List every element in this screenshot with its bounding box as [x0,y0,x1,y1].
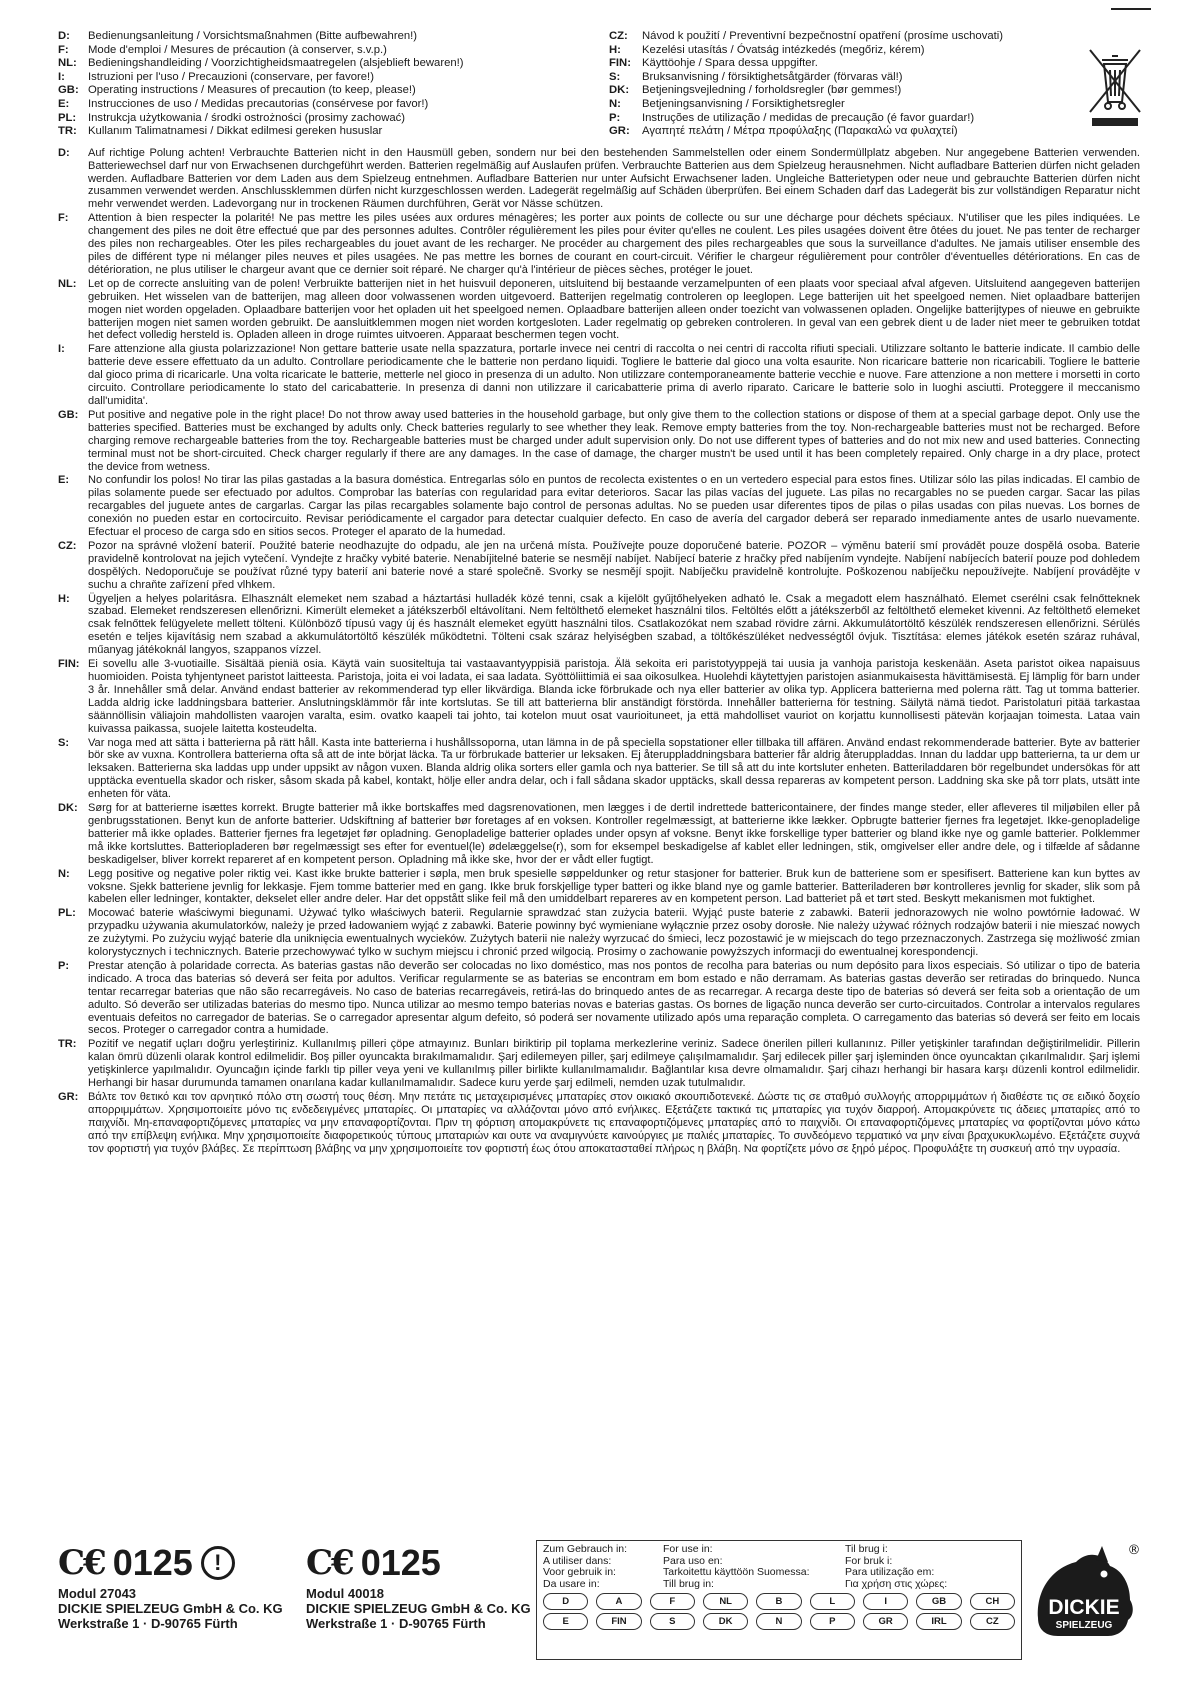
company-name: DICKIE SPIELZEUG GmbH & Co. KG [58,1601,283,1616]
legend-line: D: Bedienungsanleitung / Vorsichtsmaßnahmen (Bitte aufbewahren!) [58,30,418,42]
instruction-section: H: Ügyeljen a helyes polaritásra. Elhasznált elemeket nem szabad a háztartási hulladék közé tenni, csak a kijelölt gyűjtőhelyeken adható le. Csak a megadott elem használható. Elemet cserélni csak felnőtteknek szabad. Elemeket rendszeresen ellenőrizni. Kimerült elemeket a játékszerből eltávolítani. Nem feltölthető elemeket használni tilos. Feltöltés előtt a játékszerből az feltölthető elemeket kivenni. Az feltölthető elemeket csak felnőttek felügyelete mellett tölteni. Különböző típusú vagy új és használt elemeket együtt használni tilos. Csatlakozókat nem szabad rövidre zárni. Akkumulátortöltő készülék rendszeresen ellenőrizni. Sérülés esetén e teljes kijavításig nem szabad a akkumulátortöltő készülék működtetni. Tölteni csak száraz helyiségben szabad, a töltőkészüléket nedvességtől óvjuk. Tisztítása: elemes játékok esetén száraz ruhával, műanyag játékoknál langyos, szappanos vízzel. [58,592,1140,657]
instruction-section: GB: Put positive and negative pole in the right place! Do not throw away used batteries in the household garbage, but only give them to the collection stations or dispose of them at a special garbage depot. Only use the batteries specified. Batteries must be exchanged by adults only. Check batteries regularly to see whether they leak. Remove empty batteries from the toy. Non-rechargeable batteries must not be recharged. Before charging remove rechargeable batteries from the toy. Rechargeable batteries must be charged under adult supervision only. Do not use different types of batteries and do not mix new and used batteries. Connecting terminal must not be short-circuited. Check charger regularly if there are any damages. In the case of damage, the charger mustn't be used until it has been completely repaired. Only charge in a dry place, protect the device from wetness. [58,408,1140,473]
legend-line: FIN: Käyttöohje / Spara dessa uppgifter. [609,57,818,70]
country-codes [543,1593,1015,1630]
legend-line: PL: Instrukcja użytkowania / środki ostrożności (prosimy zachować) [58,111,406,124]
company-address: Werkstraße 1 · D-90765 Fürth [306,1616,486,1631]
certification-block-2 [306,1540,531,1631]
legend-line: TR: Kullanım Talimatnamesi / Dikkat edilmesi gereken hususlar [58,125,383,138]
registered-mark: ® [1127,1543,1141,1558]
instruction-section: E: No confundir los polos! No tirar las pilas gastadas a la basura doméstica. Entregarlas sólo en puntos de recolecta existentes o en un vertedero especial para estos fines. Utilizar sólo las pilas indicadas. El cambio de pilas solamente puede ser efectuado por adultos. Comprobar las baterías con regularidad para evitar deterioros. Sacar las pilas vacías del juguete. Las pilas no recargables no se pueden cargar. Sacar las pilas recargables del juguete antes de cargarlas. Cargar las pilas recargables solamente bajo control de personas adultas. No se pueden usar diferentes tipos de pilas o pilas usadas con pilas nuevas. Los bornes de conexión no pueden estar en cortocircuito. Revisar periódicamente el cargador para detectar cualquier defecto. En caso de avería del cargador deberá ser reparado inmediamente antes de usarlo nuevamente. Efectuar el proceso de carga sdo en sitios secos. Proteger el aparato de la humedad. [58,474,1140,539]
country-chip: F [650,1593,695,1610]
ce-mark-icon: C€ [306,1543,353,1583]
warning-circle-icon: ! [201,1546,235,1580]
instruction-section: D: Auf richtige Polung achten! Verbrauchte Batterien nicht in den Hausmüll geben, sondern nur bei den bestehenden Sammelstellen oder einem Sondermüllplatz abgeben. Nur angegebene Batterien verwenden. Batteriewechsel darf nur von Erwachsenen durchgeführt werden. Batterien regelmäßig auf Auslaufen prüfen. Verbrauchte Batterien aus dem Spielzeug herausnehmen. Nicht aufladbare Batterien dürfen nicht geladen werden. Aufladbare Batterien vor dem Laden aus dem Spielzeug entnehmen. Aufladbare Batterien nur unter Aufsicht Erwachsener laden. Ungleiche Batterietypen oder neue und gebrauchte Batterien dürfen nicht zusammen verwendet werden. Anschlussklemmen dürfen nicht kurzgeschlossen werden. Ladegerät regelmäßig auf Schäden überprüfen. Bei einem Schaden darf das Ladegerät bis zur vollständigen Reparatur nicht mehr verwendet werden. Ladevorgang nur in trockenen Räumen durchführen, Gerät vor Nässe schützen. [58,146,1140,211]
country-chip: N [756,1613,801,1630]
notified-body-number: 0125 [112,1542,193,1583]
usage-label-column: Til brug i: For bruk i: Para utilização em: Για χρήση στις χώρες: [845,1543,948,1590]
legend-line: GR: Αγαπητέ πελάτη / Μέτρα προφύλαξης (Παρακαλώ να φυλαχτεί) [609,125,958,138]
country-chip: A [596,1593,641,1610]
country-chip: L [810,1593,855,1610]
module-number: Modul 40018 [306,1586,385,1601]
legend-line: I: Istruzioni per l'uso / Precauzioni (conservare, per favore!) [58,70,374,83]
battery-instructions [58,147,1140,1156]
country-chip: GB [916,1593,961,1610]
country-chip: P [810,1613,855,1630]
country-chip: CZ [970,1613,1015,1630]
instruction-section: CZ: Pozor na správné vložení baterií. Použité baterie neodhazujte do odpadu, ale jen na určená místa. Používejte pouze doporučené baterie. POZOR – výměnu baterií smí provádět pouze dospělá osoba. Baterie pravidelně kontrolovat na jejich vytečení. Vyndejte z hračky vybité baterie. Nenabíjitelné baterie se nesmějí nabíjet. Nabíjecí baterie z hračky před nabíjením vyndejte. Nabíjení nabíjecích baterií pouze pod dohledem dospělých. Nedoporučuje se používat různé typy baterií ani baterie nové a staré společně. Svorky se nesmějí spojit. Nabíječku pravidelně kontrolujte. Poškozenou nabíječku nepoužívejte. Nabíjení provádějte v suchu a chraňte zařízení před vlhkem. [58,539,1140,591]
ce-mark-icon: C€ [58,1543,105,1583]
company-name: DICKIE SPIELZEUG GmbH & Co. KG [306,1601,531,1616]
module-number: Modul 27043 [58,1586,137,1601]
usage-label-column: For use in: Para uso en: Tarkoitettu käyttöön Suomessa: Till brug in: [663,1543,810,1590]
country-chip: FIN [596,1613,641,1630]
country-chip: I [863,1593,908,1610]
instruction-section: F: Attention à bien respecter la polarité! Ne pas mettre les piles usées aux ordures ménagères; les porter aux points de collecte ou sur une décharge pour déchets spéciaux. N'utiliser que les piles indiquées. Le changement des piles ne doit être effectué que par des personnes adultes. Contrôler régulièrement les piles pour éviter qu'elles ne coulent. Les piles usagées doivent être ôtées du jouet. Ne pas tenter de recharger des piles non rechargeables. Oter les piles rechargeables du jouet avant de les recharger. Ne procéder au chargement des piles rechargeables que sous la surveillance d'adultes. Ne jamais utiliser ensemble des piles de différent type ni mélanger piles neuves et piles usagées. Ne pas mettre les bornes de courant en court-circuit. Vérifier le chargeur régulièrement pour contrôler d'éventuelles détériorations. En cas de détérioration, ne plus utiliser le chargeur avant que ce dernier soit réparé. Ne charger qu'à l'intérieur de pièces sèches, protéger le jouet. [58,212,1140,276]
instruction-section: N: Legg positive og negative poler riktig vei. Kast ikke brukte batterier i søpla, men bruk spesielle søppeldunker og retur stasjoner for batterier. Bruk kun de batteriene som er spesifisert. Batteriene kan kun byttes av voksne. Sjekk batteriene jevnlig for lekkasje. Fjem tomme batterier med en gang. Ikke bruk forskjellige typer batteri og ikke bland nye og gamle batterier. Batteriladeren bør kontrolleres jevnlig for skader, slik som på kabelen eller ledninger, kontakter, dekselet eller andre deler. Har det oppstått slike feil må den umiddelbart repareres av en kompetent person. Lad batteriet på et tørt sted. Beskytt mekanismen mot fuktighet. [58,867,1140,906]
instruction-section: FIN: Ei sovellu alle 3-vuotiaille. Sisältää pieniä osia. Käytä vain suositeltuja tai vastaavantyyppisiä paristoja. Älä sekoita eri paristotyyppejä tai uusia ja vanhoja paristoja keskenään. Aseta paristot oikea napaisuus huomioiden. Poista tyhjentyneet paristot laitteesta. Paristoja, joita ei voi ladata, ei saa ladata. Syöttöliittimiä ei saa oikosulkea. Huolehdi käytettyjen paristojen asianmukaisesta hävittämisestä. Ej lämplig för barn under 3 år. Innehåller små delar. Använd endast batterier av rekommenderad typ eller likvärdiga. Blanda icke förbrukade och nya eller batterier av olika typ. Applicera batterierna med polerna rätt. Tag ut tomma batterier. Ladda aldrig icke laddningsbara batterier. Anslutningsklämmör får inte kortslutas. Se till att batterierna blir anständigt förstörda. Innehåller batterierna för testning. Säilytä nämä tiedot. Paristolaturi pitää tarkastaa säännöllisin väliajoin mahdollisten vaarojen varalta, esim. ovatko kaapeli tai johto, tai kotelon muut osat vaurioituneet, ja että mahdolliset vauriot on korjattu kunnollisesti pätevän korjaajan toimesta. Lataa vain kuivassa paikassa, suojele laitetta kosteudelta. [58,658,1140,735]
legend-line: DK: Betjeningsvejledning / forholdsregler (bør gemmes!) [609,84,902,97]
country-chip: S [650,1613,695,1630]
instruction-section: P: Prestar atenção à polaridade correcta. As baterias gastas não deverão ser colocadas no lixo doméstico, mas nos pontos de recolha para baterias ou num depósito para lixos especiais. Só utilizar o tipo de bateria indicado. A troca das baterias só deverá ser feita por adultos. Verificar regularmente se as baterias se encontram em bom estado e não derramam. As baterias gastas deverão ser retiradas do brinquedo. Nunca tentar recarregar baterias que não são recarregáveis. No caso de baterias recarregáveis, retirá-las do brinquedo antes de as recarregar. A recarga deste tipo de baterias só deverá ser feita sob a orientação de um adulto. Só deverão ser utilizadas baterias do mesmo tipo. Nunca utilizar ao mesmo tempo baterias novas e baterias gastas. Os bornes de ligação nunca deverão ser curto-circuitados. Controlar a intervalos regulares eventuais defeitos no carregador de baterias. Se o carregador apresentar algum defeito, só poderá ser novamente utilizado após uma reparação completa. O carregamento das baterias só deverá ser feito em locais secos. Proteger o carregador contra a humidade. [58,959,1140,1037]
country-chip: B [756,1593,801,1610]
dickie-logo-icon [1030,1540,1142,1650]
legend-line: S: Bruksanvisning / försiktighetsåtgärder (förvaras väl!) [609,70,903,83]
country-chip: CH [970,1593,1015,1610]
instruction-section: GR: Βάλτε τον θετικό και τον αρνητικό πόλο στη σωστή τους θέση. Μην πετάτε τις μεταχειρισμένες μπαταρίες στον οικιακό σκουπιδοτενεκέ. Δώστε τις σε σταθμό συλλογής απορριμμάτων ή διαθέστε τις σε ειδικό δοχείο απορριμμάτων. Χρησιμοποιείτε μόνο τις ενδεδειγμένες μπαταρίες. Οι μπαταρίες να αλλάζονται μόνο από ενήλικες. Εξετάζετε τακτικά τις μπαταρίες για τυχόν διαρροή. Απομακρύνετε τις άδειες μπαταρίες από το παιχνίδι. Μη-επαναφορτιζόμενες μπαταρίες να μην επαναφορτίζονται. Πριν τη φόρτιση απομακρύνετε τις επαναφορτιζόμενες μπαταρίες από το παιχνίδι. Οι επαναφορτιζόμενες μπαταρίες να φορτίζονται μόνο κάτω από την επίβλεψη ενήλικα. Μην χρησιμοποιείτε διαφορετικούς τύπους μπαταριών και ουτε να αναμιγνύετε καινούργιες με παλιές μπαταρίες. Το συνδεόμενο τερματικό να μην είναι βραχυκυκλωμένο. Εξετάζετε συχνά τον φορτιστή για τυχόν βλάβες. Σε περίπτωση βλάβης να μην χρησιμοποιείτε τον φορτιστή έως ότου αποκατασταθεί πλήρως η βλάβη. Να φορτίζετε μόνο σε ξηρό μέρος. Προφυλάξτε τη συσκευή από την υγρασία. [58,1091,1140,1155]
country-chip: E [543,1613,588,1630]
instruction-section: TR: Pozitif ve negatif uçları doğru yerleştiriniz. Kullanılmış pilleri çöpe atmayınız. Bunları biriktirip pil toplama merkezlerine veriniz. Sadece önerilen pilleri kullanınız. Piller yetişkinler tarafından değiştirilmelidir. Pillerin kalan ömrü düzenli olarak kontrol edilmelidir. Boş piller oyuncakta bırakılmamalıdır. Şarj edilemeyen piller, şarj edilmeye çalışılmamalıdır. Şarj edilecek piller şarj işleminden önce oyuncaktan çıkarılmalıdır. Şarj işlemi yetişkinlerce yapılmalıdır. Oyuncağın içinde farklı tip piller veya yeni ve kullanılmış piller birlikte kullanılmamalıdır. Bağlantılar kısa devre olmamalıdır. Şarj cihazı herhangi bir hasara karşı düzenli kontrol edilmelidir. Herhangi bir hasar durumunda tamamen onarılana kadar kullanılmamalıdır. Sadece kuru yerde şarj edilmeli, nemden uzak tutulmalıdır. [58,1038,1140,1090]
instruction-section: DK: Sørg for at batterierne isættes korrekt. Brugte batterier må ikke bortskaffes med dagsrenovationen, men lægges i de dertil indrettede battericontainere, der findes mange steder, eller afleveres til miljøbilen eller på genbrugsstationen. Benyt kun de anforte batterier. Udskiftning af batterier bør foretages af en voksen. Kontroller regelmæssigt, at batterierne ikke lækker. Opbrugte batterier fjernes fra legetøjet. Ikke-genopladelige batterier må ikke oplades. Batterier fjernes fra legetøjet før opladning. Genopladelige batterier oplades under opsyn af voksne. Benyt ikke forskellige typer batterier og bland ikke nye og gamle batterier. Polklemmer må ikke kortsluttes. Batteriopladeren bør regelmæssigt ses efter for eventuel(le) ødelæggelse(r), som for eksempel beskadigelse af kablet eller ledningen, stik, omgivelser eller andre dele, og i tilfælde af sådanne beskadigelser, bliver korrekt repareret af en kompetent person. Opladning må ikke ske, hvor der er vådt eller fugtigt. [58,802,1140,866]
country-chip: D [543,1593,588,1610]
legend-line: NL: Bedieningshandleiding / Voorzichtigheidsmaatregelen (alsjeblieft bewaren!) [58,57,464,70]
country-chip: NL [703,1593,748,1610]
certification-block-1 [58,1540,283,1631]
logo-brand: DICKIE [1048,1596,1120,1619]
legend-line: E: Instrucciones de uso / Medidas precautorias (consérvese por favor!) [58,97,429,110]
legend-line: GB: Operating instructions / Measures of precaution (to keep, please!) [58,84,416,97]
usage-label-column: Zum Gebrauch in: A utiliser dans: Voor gebruik in: Da usare in: [543,1543,628,1590]
country-chip: IRL [916,1613,961,1630]
language-legend [58,30,1140,139]
notified-body-number: 0125 [360,1542,441,1583]
instruction-section: PL: Mocować baterie właściwymi biegunami. Używać tylko właściwych baterii. Regularnie sprawdzać stan zużycia baterii. Wyjąć puste baterie z zabawki. Baterii jednorazowych nie wolno powtórnie ładować. W przypadku używania akumulatorków, należy je przed ładowaniem wyjąć z zabawki. Baterie powinny być wymieniane wyłącznie przez osoby dorosłe. Nie należy używać różnych rodzajów baterii i nie mieszać nowych ze zużytymi. Po zużyciu wyjąć baterie dla uniknięcia ewentualnych wycieków. Zużytych baterii nie należy wyrzucać do śmieci, lecz pozostawić je w miejscach do tego przeznaczonych. Zastrzega się możliwość zmian kolorystycznych i technicznych. Baterie przechowywać tylko w suchym miejscu i chronić przed wilgocią. Prosimy o zachowanie powyższych informacji do ewentualnej korespondencji. [58,907,1140,959]
legend-right-column [609,30,1140,139]
country-usage-box [536,1540,1022,1660]
footer [58,1540,1140,1670]
instruction-sheet [58,30,1140,1670]
top-corner-line [1111,8,1151,10]
country-chip: GR [863,1613,908,1630]
legend-line: CZ: Návod k použití / Preventivní bezpečnostní opatření (prosíme uschovati) [609,30,1004,42]
logo-sub: SPIELZEUG [1055,1620,1113,1631]
legend-line: H: Kezelési utasítás / Óvatság intézkedés (megőriz, kérem) [609,43,925,56]
legend-line: N: Betjeningsanvisning / Forsiktighetsregler [609,97,845,110]
legend-left-column [58,30,589,139]
legend-line: P: Instruções de utilização / medidas de precaução (é favor guardar!) [609,111,975,124]
crossed-bin-icon [1086,46,1144,130]
company-address: Werkstraße 1 · D-90765 Fürth [58,1616,238,1631]
instruction-section: I: Fare attenzione alla giusta polarizzazione! Non gettare batterie usate nella spazzatura, portarle invece nei centri di raccolta o nei centri di raccolta rifiuti speciali. Utilizzare soltanto le batterie indicate. Il cambio delle batterie deve essere effettuato da un adulto. Controllare periodicamente che le batterie non perdano liquidi. Togliere le batterie dal gioco una volta esaurite. Non ricaricare batterie non ricaricabili. Togliere le batterie dal gioco prima di ricaricarle. Una volta ricaricate le batterie, metterle nel gioco in presenza di un adulto. Non utilizzare contemporaneamente batterie vecchie e nuove. Fare attenzione a non mettere i morsetti in corto circuito. Controllare periodicamente lo stato del caricabatterie. In presenza di danni non utilizzare il caricabatterie prima di averlo riparato. Caricare le batterie solo in luoghi asciutti. Proteggere il meccanismo dall'umidita'. [58,343,1140,407]
country-chip: DK [703,1613,748,1630]
legend-line: F: Mode d'emploi / Mesures de précaution (à conserver, s.v.p.) [58,43,387,56]
instruction-section: NL: Let op de correcte ansluiting van de polen! Verbruikte batterijen niet in het huisvuil deponeren, uitsluitend bij bestaande verzamelpunten of een plaats voor speciaal afval afgeven. Uitsluitend aangegeven batterijen gebruiken. Het wisselen van de batterijen, mag alleen door volwassenen worden uitgevoerd. Batterijen regelmatig controleren op leeglopen. Lege batterijen uit het speelgoed nemen. Niet oplaadbare batterijen mogen niet worden opgeladen. Oplaadbare batterijen voor het opladen uit het speelgoed nemen. Oplaadbare batterijen alleen onder toezicht van volwassenen opladen. Ongelijke batterijtypes of nieuwe en gebruikte batterijen mogen niet samen worden gebruikt. De aansluitklemmen mogen niet worden kortgesloten. Lader regelmatig op gebreken controleren. In geval van een gebrek dient u de lader niet meer te gebruiken totdat het defect volledig hersteld is. Opladen alleen in droge ruimtes uitvoeren. Apparaat beschermen tegen vocht. [58,277,1140,342]
instruction-section: S: Var noga med att sätta i batterierna på rätt håll. Kasta inte batterierna i hushållssoporna, utan lämna in de på speciella sopstationer eller tillbaka till affären. Använd endast rekommenderade batterier. Byte av batterier bör ske av vuxna. Kontrollera batterierna ofta så att de inte börjat läcka. Ta ur förbrukade batterier ur leksaken. Ej återuppladdningsbara batterier får aldrig återuppladdas. Innan du laddar upp batterierna, ta ur dem ur leksaken. Batterierna ska laddas upp under uppsikt av någon vuxen. Blanda aldrig olika sorters eller gamla och nya batterier. Se till så att du inte kortsluter enheten. Batteriladdaren bör regelbundet undersökas för att upptäcka eventuella skador och risker, såsom skada på kabel, kontakt, hölje eller andra delar, och i fall sådana skador upptäcks, skall dessa repareras av kompetent person. Laddning ska ske på torr plats, utsätt inte enheten för väta. [58,736,1140,801]
